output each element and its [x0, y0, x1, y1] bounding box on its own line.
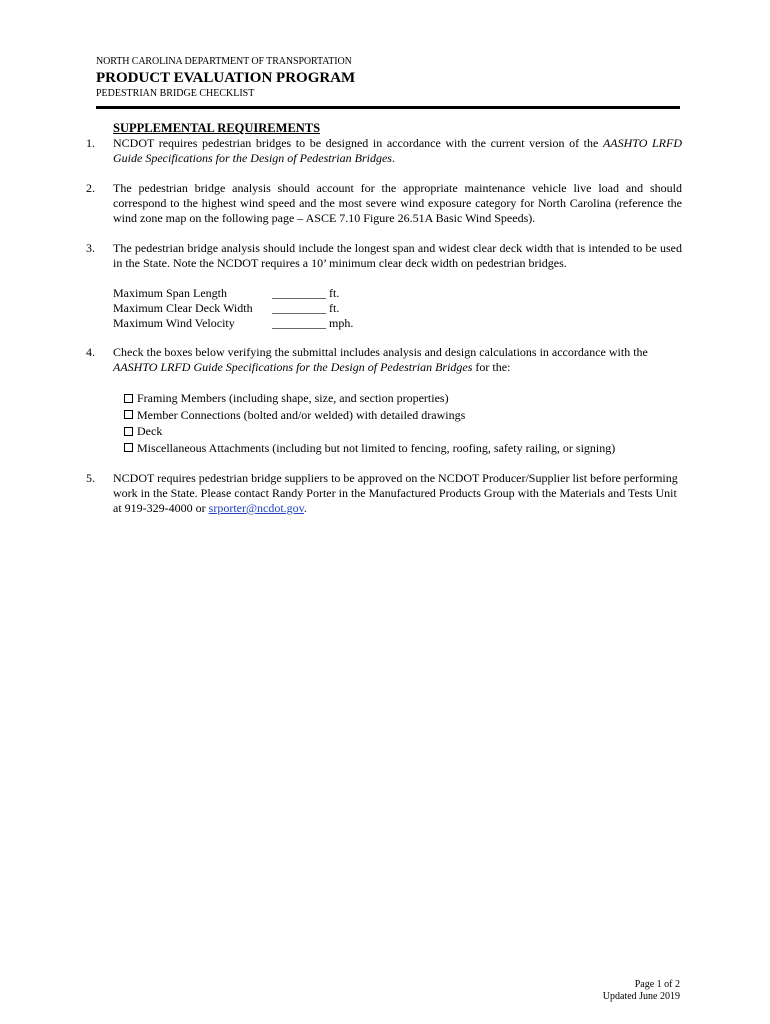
item-text: The pedestrian bridge analysis should include the longest span and widest clear deck width that is intended to be used in the State. Note the NCDOT requires a 10’ minimum clear deck width on pedestrian bridges. — [113, 241, 682, 270]
item-number: 1. — [86, 136, 95, 150]
updated-date: Updated June 2019 — [602, 991, 680, 1002]
item-text: Check the boxes below verifying the submittal includes analysis and design calculations in accordance with the — [113, 345, 648, 359]
section-title: SUPPLEMENTAL REQUIREMENTS — [113, 121, 321, 135]
program-title: PRODUCT EVALUATION PROGRAM — [96, 70, 356, 86]
misc-attachments-checkbox[interactable] — [124, 443, 133, 452]
check-label: Framing Members (including shape, size, and section properties) — [137, 391, 449, 405]
document-header — [96, 56, 680, 100]
page-number: Page 1 of 2 — [634, 979, 680, 990]
check-label: Deck — [137, 424, 163, 438]
item-text: NCDOT requires pedestrian bridge suppliers to be approved on the NCDOT Producer/Supplier list before performing work in the State. Please contact Randy Porter in the Manufactured Products Group with the Materials and Tests Unit at 919-329-4000 or — [113, 471, 678, 515]
check-label: Miscellaneous Attachments (including but not limited to fencing, roofing, safety railing, or signing) — [137, 440, 616, 455]
header-divider — [96, 106, 680, 109]
field-label: Maximum Span Length — [113, 286, 227, 300]
contact-email-link[interactable]: srporter@ncdot.gov — [208, 501, 304, 515]
item-number: 3. — [86, 241, 95, 255]
checklist-title: PEDESTRIAN BRIDGE CHECKLIST — [96, 88, 255, 99]
item-text-end: . — [391, 151, 395, 165]
item-number: 5. — [86, 471, 95, 485]
deck-checkbox[interactable] — [124, 427, 133, 436]
span-length-blank[interactable]: _________ ft. — [272, 286, 340, 300]
check-row-misc-attachments — [124, 440, 682, 457]
bridge-dimension-fields — [113, 286, 682, 331]
wind-velocity-blank[interactable]: _________ mph. — [272, 316, 354, 330]
item-text-end: for the: — [472, 360, 511, 374]
item-number: 2. — [86, 181, 95, 195]
field-row-span-length — [113, 286, 682, 301]
framing-members-checkbox[interactable] — [124, 394, 133, 403]
page-footer — [603, 979, 680, 1003]
field-row-clear-deck-width — [113, 301, 682, 316]
clear-deck-width-blank[interactable]: _________ ft. — [272, 301, 340, 315]
requirement-item-1 — [86, 136, 682, 166]
agency-name: NORTH CAROLINA DEPARTMENT OF TRANSPORTATION — [96, 56, 352, 67]
requirement-item-2 — [86, 181, 682, 226]
item-text: NCDOT requires pedestrian bridges to be designed in accordance with the current version of the — [113, 136, 603, 150]
requirement-item-4 — [86, 345, 682, 375]
check-label: Member Connections (bolted and/or welded) with detailed drawings — [137, 407, 466, 422]
field-row-wind-velocity — [113, 316, 682, 331]
member-connections-checkbox[interactable] — [124, 410, 133, 419]
check-row-member-connections — [124, 407, 682, 424]
item-italic-reference: AASHTO LRFD Guide Specifications for the Design of Pedestrian Bridges — [113, 360, 473, 374]
item-number: 4. — [86, 345, 95, 359]
requirement-item-3 — [86, 241, 682, 271]
item-text: The pedestrian bridge analysis should account for the appropriate maintenance vehicle live load and should correspond to the highest wind speed and the most severe wind exposure category for North Carolina (reference the wind zone map on the following page – ASCE 7.10 Figure 26.51A Basic Wind Speeds). — [113, 181, 682, 225]
item-text-end: . — [303, 501, 307, 515]
document-body — [86, 120, 682, 516]
field-label: Maximum Wind Velocity — [113, 316, 235, 330]
field-label: Maximum Clear Deck Width — [113, 301, 253, 315]
verification-checklist — [124, 390, 682, 456]
requirement-item-5 — [86, 471, 682, 516]
check-row-framing-members — [124, 390, 682, 407]
item-italic-reference: AASHTO LRFD Guide Specifications for the Design of Pedestrian Bridges — [113, 136, 683, 165]
check-row-deck — [124, 423, 682, 440]
